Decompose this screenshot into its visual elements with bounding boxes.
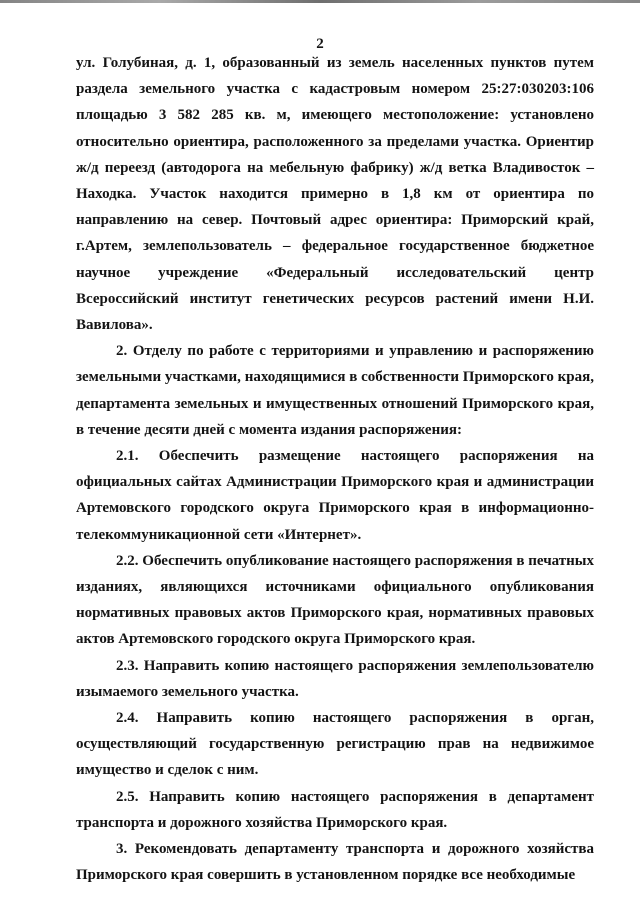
paragraph-item-2-2: 2.2. Обеспечить опубликование настоящего распоряжения в печатных изданиях, являющихся источниками официального опубликования нормативных правовых актов Приморского края, нормативных правовых актов Артемовского городского округа Приморского края. <box>76 552 594 648</box>
document-body <box>76 50 594 889</box>
paragraph-item-3: 3. Рекомендовать департаменту транспорта и дорожного хозяйства Приморского края совершить в установленном порядке все необходимые <box>76 841 594 884</box>
paragraph-item-2-1: 2.1. Обеспечить размещение настоящего распоряжения на официальных сайтах Администрации Приморского края и администрации Артемовского городского округа Приморского края в информационно-телекоммуникационной сети «Интернет». <box>76 448 594 543</box>
paragraph-item-2: 2. Отделу по работе с территориями и управлению и распоряжению земельными участками, находящимися в собственности Приморского края, департамента земельных и имущественных отношений Приморского края, в течение десяти дней с момента издания распоряжения: <box>76 343 594 438</box>
paragraph-item-2-3: 2.3. Направить копию настоящего распоряжения землепользователю изымаемого земельного участка. <box>76 657 594 700</box>
page-number: 2 <box>316 36 324 52</box>
scan-top-edge <box>0 0 640 3</box>
paragraph-item-2-5: 2.5. Направить копию настоящего распоряжения в департамент транспорта и дорожного хозяйства Приморского края. <box>76 788 594 831</box>
paragraph-continuation: ул. Голубиная, д. 1, образованный из земель населенных пунктов путем раздела земельного участка с кадастровым номером 25:27:030203:106 площадью 3 582 285 кв. м, имеющего местоположение: установлено относительно ориентира, расположенного за пределами участка. Ориентир ж/д переезд (автодорога на мебельную фабрику) ж/д ветка Владивосток – Находка. Участок находится примерно в 1,8 км от ориентира по направлению на север. Почтовый адрес ориентира: Приморский край, г.Артем, землепользователь – федеральное государственное бюджетное научное учреждение «Федеральный исследовательский центр Всероссийский институт генетических ресурсов растений имени Н.И. Вавилова». <box>76 55 594 334</box>
paragraph-item-2-4: 2.4. Направить копию настоящего распоряжения в орган, осуществляющий государственную регистрацию прав на недвижимое имущество и сделок с ним. <box>76 710 594 779</box>
